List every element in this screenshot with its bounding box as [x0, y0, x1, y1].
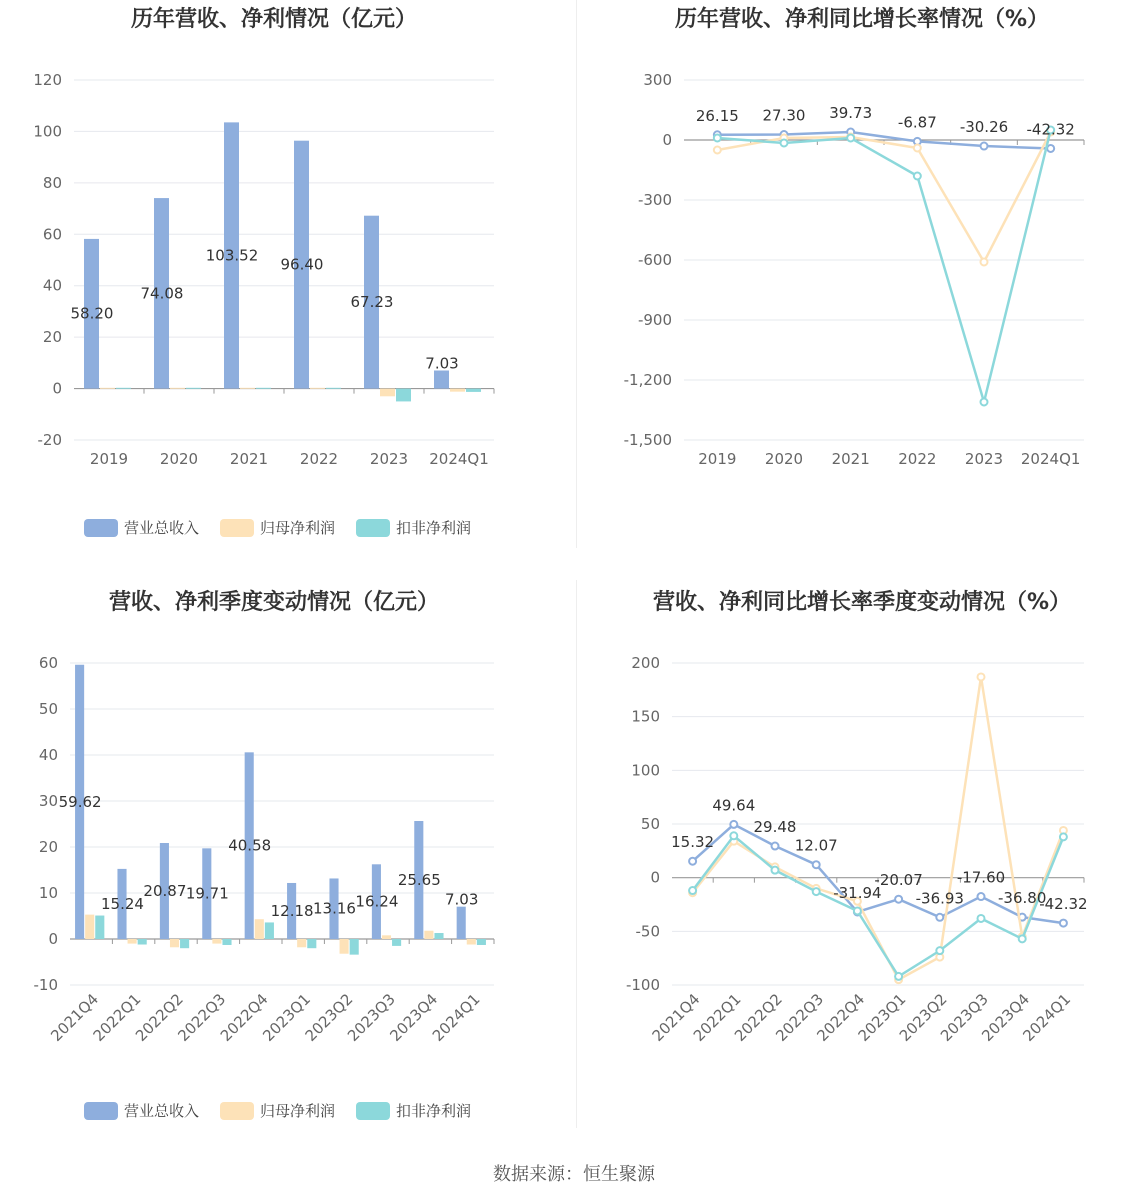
x-tick-label: 2021Q4: [47, 990, 103, 1045]
bar-deducted-profit: [477, 939, 486, 945]
x-tick-label: 2023Q1: [259, 990, 315, 1045]
series-point: [978, 915, 985, 922]
y-tick-label: -1,500: [623, 431, 672, 449]
bar-net-profit: [170, 388, 185, 389]
line-data-label: -42.32: [1026, 120, 1075, 139]
x-tick-label: 2024Q1: [1019, 990, 1075, 1045]
data-source-note: 数据来源：恒生聚源: [493, 1164, 655, 1185]
chart-quarterly-growth-rate: [574, 580, 1148, 1160]
y-tick-label: 100: [631, 761, 660, 780]
series-point: [978, 673, 985, 680]
line-data-label: -30.26: [959, 118, 1009, 137]
y-tick-label: 300: [643, 71, 672, 89]
x-tick-label: 2019: [89, 450, 129, 468]
legend-label[interactable]: 扣非净利润: [396, 1102, 472, 1120]
series-point: [914, 145, 921, 152]
y-tick-label: 0: [52, 379, 62, 398]
y-tick-label: 150: [631, 707, 660, 726]
bar-data-label: 58.20: [70, 304, 114, 323]
x-tick-label: 2022Q2: [132, 990, 187, 1045]
bar-data-label: 12.18: [270, 901, 314, 920]
legend-swatch[interactable]: [220, 1102, 254, 1120]
bar-data-label: 25.65: [397, 871, 441, 890]
y-tick-label: 0: [650, 868, 660, 887]
y-tick-label: 20: [42, 328, 62, 347]
bar-net-profit: [255, 919, 264, 939]
chart-annual-revenue-profit: [0, 0, 574, 580]
legend-swatch[interactable]: [356, 519, 390, 537]
series-point: [936, 947, 943, 954]
y-tick-label: 80: [42, 173, 62, 192]
bar-net-profit: [240, 388, 255, 389]
x-tick-label: 2024Q1: [429, 450, 489, 468]
series-point: [689, 858, 696, 865]
x-tick-label: 2022: [299, 450, 339, 468]
y-tick-label: 10: [38, 884, 58, 902]
x-tick-label: 2023Q4: [978, 990, 1034, 1045]
y-tick-label: 50: [38, 700, 58, 718]
bar-net-profit: [424, 931, 433, 939]
x-tick-label: 2023: [369, 450, 409, 468]
x-tick-label: 2022Q4: [813, 990, 869, 1045]
legend-label[interactable]: 归母净利润: [260, 1102, 336, 1120]
bar-net-profit: [212, 939, 221, 944]
line-data-label: 26.15: [695, 106, 739, 125]
legend-swatch[interactable]: [220, 519, 254, 537]
y-tick-label: 20: [38, 838, 58, 856]
chart-svg: [574, 0, 1148, 580]
y-tick-label: -50: [635, 922, 660, 941]
series-point: [978, 893, 985, 900]
chart-title: 历年营收、净利同比增长率情况（%）: [674, 7, 1050, 32]
bar-deducted-profit: [307, 939, 316, 948]
line-data-label: 27.30: [762, 106, 806, 125]
bar-net-profit: [170, 939, 179, 947]
bar-data-label: 16.24: [355, 892, 399, 911]
x-tick-label: 2022: [898, 450, 937, 468]
x-tick-label: 2021Q4: [648, 990, 704, 1045]
legend-swatch[interactable]: [84, 519, 118, 537]
bar-deducted-profit: [138, 939, 147, 945]
line-data-label: -36.93: [915, 889, 964, 908]
line-data-label: -31.94: [833, 883, 882, 902]
legend-swatch[interactable]: [356, 1102, 390, 1120]
bar-data-label: 103.52: [205, 246, 259, 265]
y-tick-label: 60: [42, 225, 62, 244]
legend-swatch[interactable]: [84, 1102, 118, 1120]
y-tick-label: 40: [42, 276, 62, 295]
bar-net-profit: [467, 939, 476, 945]
series-point: [981, 143, 988, 150]
bar-data-label: 19.71: [185, 884, 229, 903]
bar-data-label: 15.24: [101, 894, 144, 913]
series-point: [895, 973, 902, 980]
x-tick-label: 2020: [159, 450, 199, 468]
x-tick-label: 2019: [698, 450, 737, 468]
bar-deducted-profit: [396, 389, 411, 402]
y-tick-label: -10: [33, 976, 58, 994]
x-tick-label: 2022Q1: [689, 990, 745, 1045]
series-line-net-profit-growth: [693, 677, 1064, 980]
line-data-label: -20.07: [874, 871, 923, 890]
bar-data-label: 59.62: [58, 792, 102, 811]
bar-net-profit: [100, 388, 115, 389]
line-data-label: -6.87: [897, 113, 937, 132]
bar-deducted-profit: [392, 939, 401, 946]
y-tick-label: 30: [38, 792, 58, 810]
series-point: [772, 843, 779, 850]
x-tick-label: 2020: [764, 450, 804, 468]
bar-deducted-profit: [180, 939, 189, 948]
series-point: [730, 821, 737, 828]
series-point: [813, 888, 820, 895]
bar-deducted-profit: [186, 388, 201, 389]
x-tick-label: 2022Q2: [731, 990, 786, 1045]
series-point: [714, 135, 721, 142]
y-tick-label: 50: [640, 815, 660, 833]
chart-annual-growth-rate: [574, 0, 1148, 580]
bar-data-label: 74.08: [140, 284, 184, 303]
y-tick-label: 120: [33, 71, 62, 89]
legend-label[interactable]: 归母净利润: [260, 519, 336, 537]
y-tick-label: -600: [637, 251, 672, 269]
x-tick-label: 2021: [229, 450, 269, 468]
bar-net-profit: [85, 915, 94, 939]
x-tick-label: 2022Q4: [216, 990, 272, 1045]
line-data-label: 39.73: [829, 104, 873, 123]
bar-deducted-profit: [350, 939, 359, 955]
bar-data-label: 7.03: [445, 890, 479, 909]
y-tick-label: -20: [37, 431, 62, 449]
legend-label[interactable]: 营业总收入: [124, 519, 200, 537]
bar-deducted-profit: [222, 939, 231, 945]
bar-deducted-profit: [116, 388, 131, 389]
bar-deducted-profit: [466, 389, 481, 392]
series-point: [714, 147, 721, 154]
x-tick-label: 2022Q1: [89, 990, 145, 1045]
series-point: [847, 135, 854, 142]
chart-quarterly-revenue-profit: [0, 580, 574, 1160]
y-tick-label: 60: [38, 654, 58, 672]
chart-svg: [0, 0, 574, 580]
x-tick-label: 2023Q3: [937, 990, 992, 1045]
bar-data-label: 67.23: [350, 293, 394, 312]
bar-net-profit: [297, 939, 306, 947]
bar-data-label: 20.87: [143, 881, 187, 900]
chart-title: 营收、净利季度变动情况（亿元）: [108, 590, 440, 615]
chart-title: 历年营收、净利情况（亿元）: [130, 7, 418, 32]
vertical-divider-bottom: [576, 580, 577, 1128]
series-point: [854, 907, 861, 914]
x-tick-label: 2024Q1: [428, 990, 484, 1045]
bar-data-label: 40.58: [228, 836, 272, 855]
x-tick-label: 2024Q1: [1020, 450, 1081, 468]
series-point: [1060, 920, 1067, 927]
y-tick-label: -100: [625, 976, 660, 994]
x-tick-label: 2023: [964, 450, 1004, 468]
line-data-label: 15.32: [671, 833, 715, 852]
bar-net-profit: [128, 939, 137, 944]
bar-revenue: [434, 370, 449, 388]
series-point: [914, 173, 921, 180]
y-tick-label: -900: [637, 311, 672, 329]
bar-deducted-profit: [265, 922, 274, 939]
series-point: [936, 914, 943, 921]
bar-deducted-profit: [95, 916, 104, 939]
chart-title: 营收、净利同比增长率季度变动情况（%）: [652, 590, 1072, 615]
x-tick-label: 2023Q2: [301, 990, 357, 1045]
y-tick-label: 0: [662, 131, 672, 149]
bar-net-profit: [382, 935, 391, 939]
line-data-label: -36.80: [998, 889, 1047, 908]
y-tick-label: 0: [48, 930, 58, 948]
series-point: [1047, 145, 1054, 152]
y-tick-label: 40: [38, 746, 58, 764]
series-point: [981, 259, 988, 266]
series-point: [1060, 833, 1067, 840]
bar-data-label: 13.16: [313, 899, 356, 918]
series-point: [689, 887, 696, 894]
series-point: [730, 832, 737, 839]
x-tick-label: 2021: [831, 450, 870, 468]
bar-data-label: 7.03: [425, 354, 459, 373]
y-tick-label: -300: [637, 191, 672, 209]
bar-deducted-profit: [326, 388, 341, 389]
legend-label[interactable]: 营业总收入: [124, 1102, 200, 1120]
x-tick-label: 2023Q4: [386, 990, 442, 1045]
chart-svg: [574, 580, 1148, 1160]
bar-data-label: 96.40: [280, 255, 324, 274]
y-tick-label: -1,200: [623, 371, 672, 389]
series-line-net-profit-growth: [717, 132, 1050, 262]
bar-net-profit: [380, 389, 395, 397]
x-tick-label: 2023Q3: [344, 990, 399, 1045]
x-tick-label: 2023Q1: [854, 990, 910, 1045]
vertical-divider-top: [576, 0, 577, 548]
y-tick-label: 100: [33, 122, 62, 141]
chart-svg: [0, 580, 574, 1160]
bar-net-profit: [450, 389, 465, 392]
bar-net-profit: [310, 388, 325, 389]
bar-deducted-profit: [256, 388, 271, 389]
series-point: [895, 896, 902, 903]
x-tick-label: 2022Q3: [772, 990, 828, 1045]
series-point: [813, 861, 820, 868]
bar-net-profit: [340, 939, 349, 954]
line-data-label: -17.60: [956, 868, 1006, 887]
series-point: [981, 399, 988, 406]
line-data-label: 49.64: [712, 796, 756, 815]
x-tick-label: 2023Q2: [895, 990, 951, 1045]
x-tick-label: 2022Q3: [174, 990, 230, 1045]
series-point: [781, 140, 788, 147]
bar-deducted-profit: [434, 933, 443, 939]
bar-revenue: [457, 907, 466, 939]
line-data-label: -42.32: [1039, 895, 1088, 914]
line-data-label: 29.48: [753, 818, 797, 837]
series-point: [1019, 935, 1026, 942]
legend-label[interactable]: 扣非净利润: [396, 519, 472, 537]
y-tick-label: 200: [631, 654, 660, 672]
series-point: [772, 867, 779, 874]
series-line-deducted-profit-growth: [717, 130, 1050, 402]
line-data-label: 12.07: [794, 836, 838, 855]
